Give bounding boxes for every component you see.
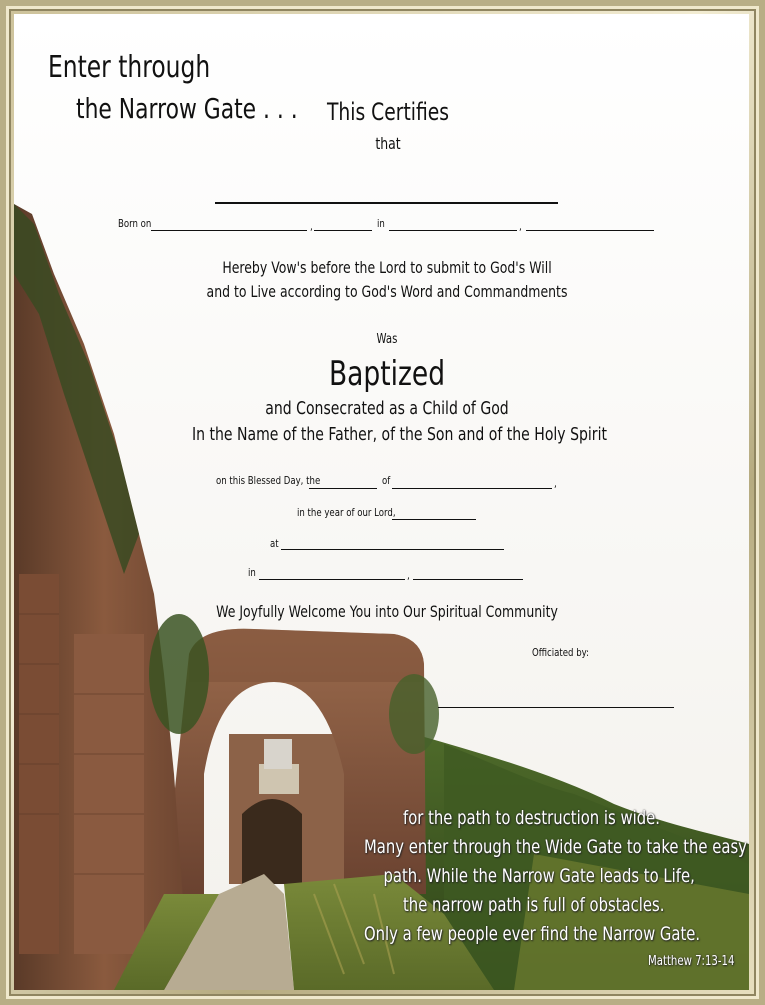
recipient-name-line <box>215 202 558 204</box>
year-line <box>392 519 476 520</box>
was-label: Was <box>376 332 398 347</box>
birth-city-line <box>389 230 517 231</box>
baptized-heading: Baptized <box>328 354 446 394</box>
at-label: at <box>270 537 279 550</box>
consecrated-line: and Consecrated as a Child of God <box>265 398 509 419</box>
verse-line-2: Many enter through the Wide Gate to take the easy <box>364 836 747 858</box>
birth-year-line <box>314 230 372 231</box>
verse-reference: Matthew 7:13-14 <box>648 954 735 969</box>
vow-line-2: and to Live according to God's Word and Commandments <box>206 282 568 301</box>
verse-line-5: Only a few people ever find the Narrow Gate. <box>364 923 701 945</box>
trinity-line: In the Name of the Father, of the Son and of the Holy Spirit <box>192 424 607 445</box>
born-in-label: in <box>377 217 385 230</box>
date-comma: , <box>554 477 557 490</box>
blessed-day-label: on this Blessed Day, the <box>216 474 321 487</box>
verse-line-4: the narrow path is full of obstacles. <box>403 894 665 916</box>
church-line <box>281 549 504 550</box>
in-label: in <box>248 566 256 579</box>
day-line <box>309 488 377 489</box>
welcome-line: We Joyfully Welcome You into Our Spiritual Community <box>216 602 558 621</box>
certificate-paper <box>14 14 749 990</box>
state-line <box>413 579 523 580</box>
born-on-comma-1: , <box>310 220 313 233</box>
officiated-label: Officiated by: <box>532 646 590 659</box>
officiant-signature-line <box>438 707 674 708</box>
born-on-label: Born on <box>118 217 152 230</box>
year-label: in the year of our Lord, <box>297 506 396 519</box>
verse-line-3: path. While the Narrow Gate leads to Life, <box>383 865 695 887</box>
header-line-1: Enter through <box>48 50 211 85</box>
location-comma: , <box>407 569 410 582</box>
city-line <box>259 579 405 580</box>
month-line <box>392 488 552 489</box>
of-label: of <box>382 474 391 487</box>
certifies-that: that <box>375 134 401 153</box>
birth-date-line <box>151 230 307 231</box>
born-on-comma-2: , <box>519 220 522 233</box>
birth-state-line <box>526 230 654 231</box>
certifies-title: This Certifies <box>326 98 450 126</box>
header-line-2: the Narrow Gate . . . <box>76 92 298 125</box>
verse-line-1: for the path to destruction is wide. <box>403 807 660 829</box>
vow-line-1: Hereby Vow's before the Lord to submit to God's Will <box>222 258 552 277</box>
